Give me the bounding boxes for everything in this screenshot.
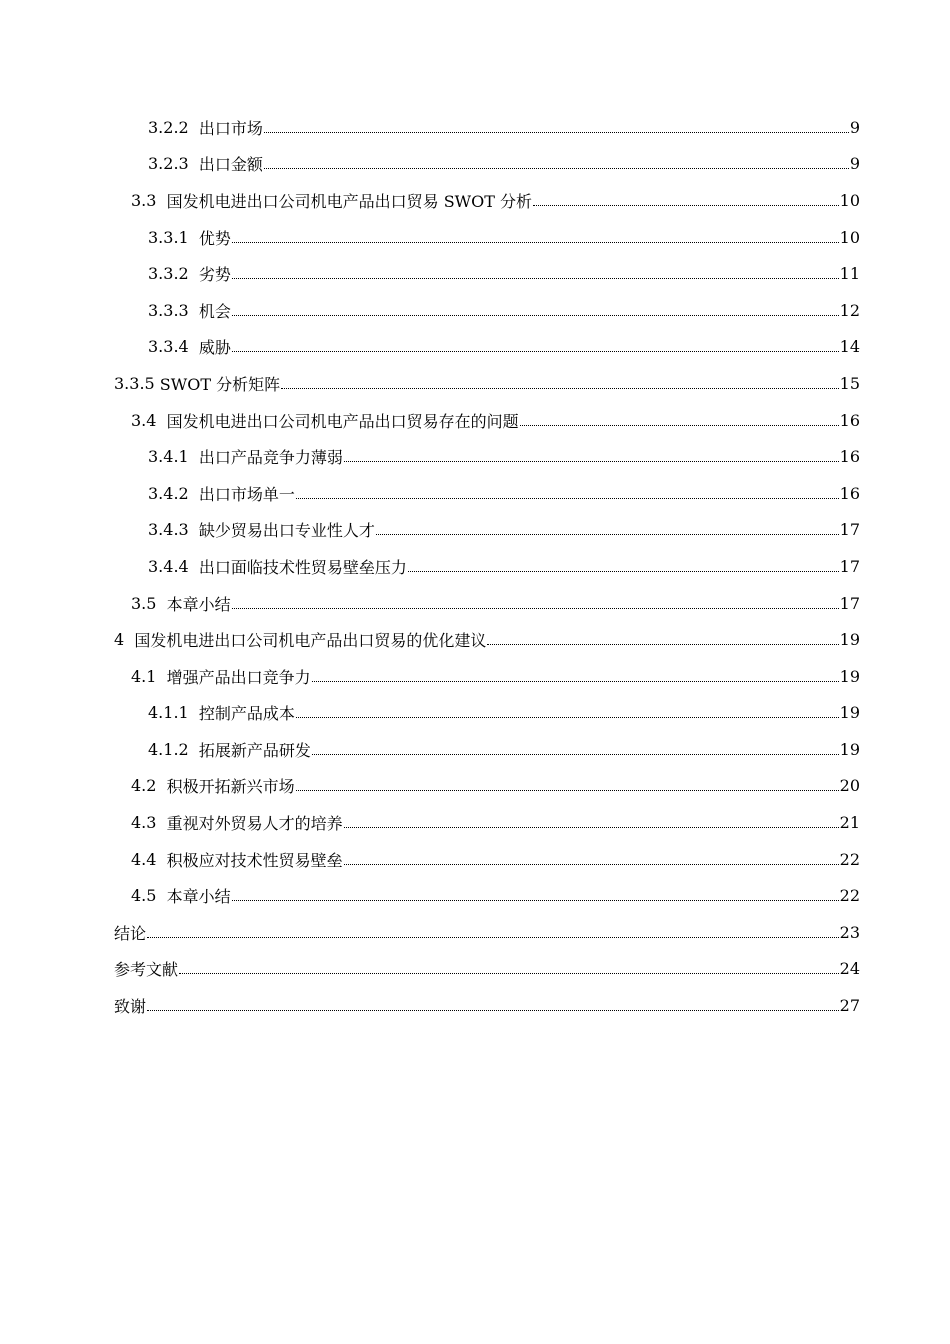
- toc-entry[interactable]: [0, 804, 860, 841]
- toc-dot-leader: [533, 189, 839, 206]
- toc-entry[interactable]: [0, 548, 860, 585]
- toc-entry-title: 出口市场: [198, 118, 263, 138]
- toc-entry-page-number: 21: [839, 813, 860, 833]
- toc-entry-title: 拓展新产品研发: [198, 740, 311, 760]
- toc-entry-number: 4.5: [131, 886, 167, 906]
- toc-dot-leader: [179, 957, 839, 974]
- toc-entry-number: 3.5: [131, 593, 167, 613]
- toc-entry-page-number: 12: [839, 300, 860, 320]
- toc-entry[interactable]: [0, 329, 860, 366]
- toc-entry-number: 3.4.4: [148, 556, 199, 576]
- toc-entry-number: 3.4: [131, 410, 167, 430]
- toc-entry-page-number: 15: [839, 373, 860, 393]
- toc-dot-leader: [147, 994, 839, 1011]
- toc-entry-number: 3.3.3: [148, 300, 199, 320]
- toc-dot-leader: [264, 152, 849, 169]
- toc-entry[interactable]: [0, 951, 860, 988]
- toc-entry-number: 4.4: [131, 849, 167, 869]
- toc-entry-page-number: 10: [839, 190, 860, 210]
- toc-entry-page-number: 16: [839, 483, 860, 503]
- toc-dot-leader: [147, 921, 839, 938]
- toc-entry-title: 出口金额: [198, 155, 263, 175]
- toc-entry-title: 本章小结: [166, 887, 231, 907]
- toc-entry[interactable]: [0, 731, 860, 768]
- toc-entry-title: 参考文献: [114, 960, 179, 980]
- toc-dot-leader: [296, 701, 839, 718]
- toc-entry-page-number: 22: [839, 849, 860, 869]
- toc-entry-title: 本章小结: [166, 594, 231, 614]
- toc-dot-leader: [232, 592, 839, 609]
- toc-entry[interactable]: [0, 402, 860, 439]
- toc-entry-title: 缺少贸易出口专业性人才: [198, 521, 375, 541]
- toc-entry-page-number: 17: [839, 520, 860, 540]
- toc-entry[interactable]: [0, 219, 860, 256]
- toc-entry-number: 4.1.1: [148, 703, 199, 723]
- toc-entry[interactable]: [0, 695, 860, 732]
- toc-entry[interactable]: [0, 621, 860, 658]
- toc-entry-title: 优势: [198, 228, 231, 248]
- toc-entry-page-number: 19: [839, 739, 860, 759]
- toc-dot-leader: [281, 372, 839, 389]
- toc-entry[interactable]: [0, 987, 860, 1024]
- toc-entry-page-number: 10: [839, 227, 860, 247]
- toc-entry-page-number: 14: [839, 337, 860, 357]
- toc-dot-leader: [232, 262, 839, 279]
- toc-entry-title: 国发机电进出口公司机电产品出口贸易 SWOT 分析: [166, 191, 532, 211]
- toc-entry-number: 3.3: [131, 190, 167, 210]
- toc-dot-leader: [344, 848, 839, 865]
- toc-entry[interactable]: [0, 292, 860, 329]
- toc-entry-page-number: 24: [839, 959, 860, 979]
- toc-dot-leader: [344, 811, 839, 828]
- table-of-contents: [0, 109, 950, 1024]
- toc-entry-number: 3.3.5: [114, 373, 160, 393]
- toc-entry-number: 3.3.2: [148, 264, 199, 284]
- toc-entry[interactable]: [0, 255, 860, 292]
- toc-entry[interactable]: [0, 438, 860, 475]
- toc-entry-page-number: 20: [839, 776, 860, 796]
- toc-entry-page-number: 16: [839, 447, 860, 467]
- toc-entry-page-number: 11: [839, 264, 860, 284]
- toc-entry-page-number: 9: [849, 154, 860, 174]
- toc-entry-title: 出口产品竞争力薄弱: [198, 448, 343, 468]
- toc-entry-page-number: 19: [839, 703, 860, 723]
- toc-entry[interactable]: [0, 877, 860, 914]
- toc-entry-page-number: 19: [839, 630, 860, 650]
- toc-dot-leader: [232, 884, 839, 901]
- toc-entry[interactable]: [0, 768, 860, 805]
- toc-entry-title: 机会: [198, 301, 231, 321]
- toc-dot-leader: [344, 445, 839, 462]
- toc-entry-title: 出口面临技术性贸易壁垒压力: [198, 557, 407, 577]
- toc-entry-number: 3.4.2: [148, 483, 199, 503]
- toc-entry-title: 重视对外贸易人才的培养: [166, 814, 343, 834]
- toc-entry[interactable]: [0, 914, 860, 951]
- toc-dot-leader: [232, 299, 839, 316]
- toc-entry-title: 国发机电进出口公司机电产品出口贸易的优化建议: [134, 631, 487, 651]
- toc-dot-leader: [296, 482, 839, 499]
- toc-dot-leader: [408, 555, 839, 572]
- toc-entry-title: 劣势: [198, 265, 231, 285]
- toc-entry-page-number: 16: [839, 410, 860, 430]
- toc-entry-title: SWOT 分析矩阵: [159, 374, 281, 394]
- toc-entry-number: 3.4.1: [148, 447, 199, 467]
- toc-dot-leader: [312, 738, 839, 755]
- toc-entry-title: 增强产品出口竞争力: [166, 667, 311, 687]
- toc-entry-title: 威胁: [198, 338, 231, 358]
- toc-entry[interactable]: [0, 146, 860, 183]
- toc-entry[interactable]: [0, 475, 860, 512]
- toc-entry-page-number: 22: [839, 886, 860, 906]
- toc-entry[interactable]: [0, 585, 860, 622]
- toc-entry[interactable]: [0, 109, 860, 146]
- toc-dot-leader: [487, 628, 838, 645]
- toc-entry-number: 3.2.2: [148, 117, 199, 137]
- toc-entry-page-number: 23: [839, 922, 860, 942]
- toc-entry-number: 3.3.4: [148, 337, 199, 357]
- toc-entry-page-number: 27: [839, 996, 860, 1016]
- toc-entry-number: 4.1.2: [148, 739, 199, 759]
- toc-entry-title: 结论: [114, 923, 147, 943]
- toc-entry[interactable]: [0, 512, 860, 549]
- toc-entry-title: 积极开拓新兴市场: [166, 777, 295, 797]
- toc-entry-number: 4.1: [131, 666, 167, 686]
- toc-entry-page-number: 19: [839, 666, 860, 686]
- toc-entry[interactable]: [0, 658, 860, 695]
- toc-dot-leader: [232, 335, 839, 352]
- toc-entry-title: 积极应对技术性贸易壁垒: [166, 850, 343, 870]
- toc-dot-leader: [376, 518, 839, 535]
- toc-dot-leader: [312, 665, 839, 682]
- toc-entry-title: 控制产品成本: [198, 704, 295, 724]
- toc-entry-title: 出口市场单一: [198, 484, 295, 504]
- toc-entry-number: 4.3: [131, 813, 167, 833]
- toc-entry-page-number: 9: [849, 117, 860, 137]
- toc-entry-page-number: 17: [839, 556, 860, 576]
- toc-entry-title: 致谢: [114, 997, 147, 1017]
- toc-entry-number: 4.2: [131, 776, 167, 796]
- toc-entry-number: 3.4.3: [148, 520, 199, 540]
- toc-dot-leader: [232, 226, 839, 243]
- toc-dot-leader: [296, 774, 839, 791]
- toc-entry-title: 国发机电进出口公司机电产品出口贸易存在的问题: [166, 411, 519, 431]
- toc-entry-page-number: 17: [839, 593, 860, 613]
- toc-entry[interactable]: [0, 841, 860, 878]
- toc-dot-leader: [520, 409, 839, 426]
- toc-entry[interactable]: [0, 182, 860, 219]
- toc-entry-number: 3.2.3: [148, 154, 199, 174]
- toc-entry-number: 3.3.1: [148, 227, 199, 247]
- toc-dot-leader: [264, 116, 849, 133]
- toc-entry[interactable]: [0, 365, 860, 402]
- toc-entry-number: 4: [114, 630, 135, 650]
